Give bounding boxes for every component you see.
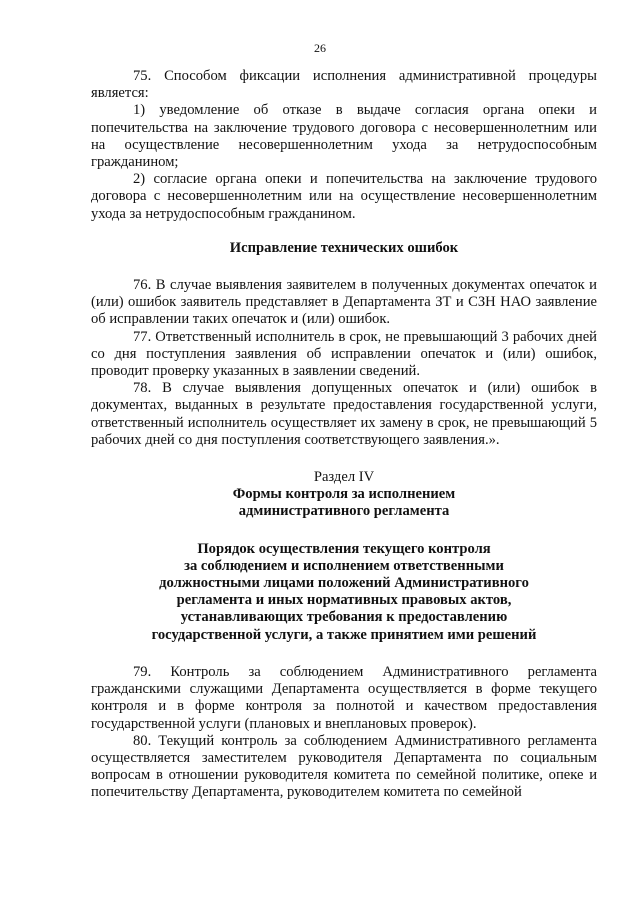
paragraph: 78. В случае выявления допущенных опечаток и (или) ошибок в документах, выданных в результате предоставления государственной услуги, ответственный исполнитель осуществляет их замену в срок, не превышающий 5 рабочих дней со дня поступления соответствующего заявления.». [91, 380, 597, 448]
section-heading: Формы контроля за исполнением [232, 486, 456, 503]
spacer [91, 449, 597, 469]
section-heading: административного регламента [238, 503, 450, 520]
paragraph: 77. Ответственный исполнитель в срок, не превышающий 3 рабочих дней со дня поступления заявления об исправлении опечаток и (или) ошибок, проводит проверку указанных в заявлении сведений. [91, 328, 597, 380]
section-heading: Порядок осуществления текущего контроля [197, 540, 491, 557]
spacer [91, 223, 597, 240]
paragraph: 80. Текущий контроль за соблюдением Административного регламента осуществляется заместителем руководителя Департамента по социальным вопросам в отношении руководителя комитета по семейной политике, опеке и попечительству Департамента, руководителем комитета по семейной [91, 732, 597, 801]
section-heading: за соблюдением и исполнением ответственными [184, 557, 504, 574]
spacer [91, 257, 597, 277]
page-number: 26 [314, 41, 326, 55]
paragraph: 2) согласие органа опеки и попечительства на заключение трудового договора с несовершеннолетним или на осуществление несовершеннолетним ухода за нетрудоспособным гражданином. [91, 171, 597, 222]
section-heading: должностными лицами положений Административного [159, 575, 529, 592]
paragraph: 79. Контроль за соблюдением Административного регламента гражданскими служащими Департамента осуществляется в форме текущего контроля и в форме контроля за полнотой и качеством предоставления государственной услуги (плановых и внеплановых проверок). [91, 663, 597, 732]
spacer [91, 521, 597, 541]
spacer [91, 644, 597, 664]
paragraph: 75. Способом фиксации исполнения административной процедуры является: [91, 68, 597, 102]
document-body [91, 68, 597, 802]
section-label: Раздел IV [313, 469, 375, 486]
section-heading: Исправление технических ошибок [229, 239, 459, 256]
paragraph: 1) уведомление об отказе в выдаче согласия органа опеки и попечительства на заключение трудового договора с несовершеннолетним или на осуществление несовершеннолетним ухода за нетрудоспособным гражданином; [91, 102, 597, 171]
paragraph: 76. В случае выявления заявителем в полученных документах опечаток и (или) ошибок заявитель представляет в Департамента ЗТ и СЗН НАО заявление об исправлении таких опечаток и (или) ошибок. [91, 277, 597, 328]
section-heading: устанавливающих требования к предоставлению [180, 609, 508, 626]
section-heading: регламента и иных нормативных правовых актов, [176, 592, 512, 609]
section-heading: государственной услуги, а также принятием ими решений [151, 626, 537, 643]
